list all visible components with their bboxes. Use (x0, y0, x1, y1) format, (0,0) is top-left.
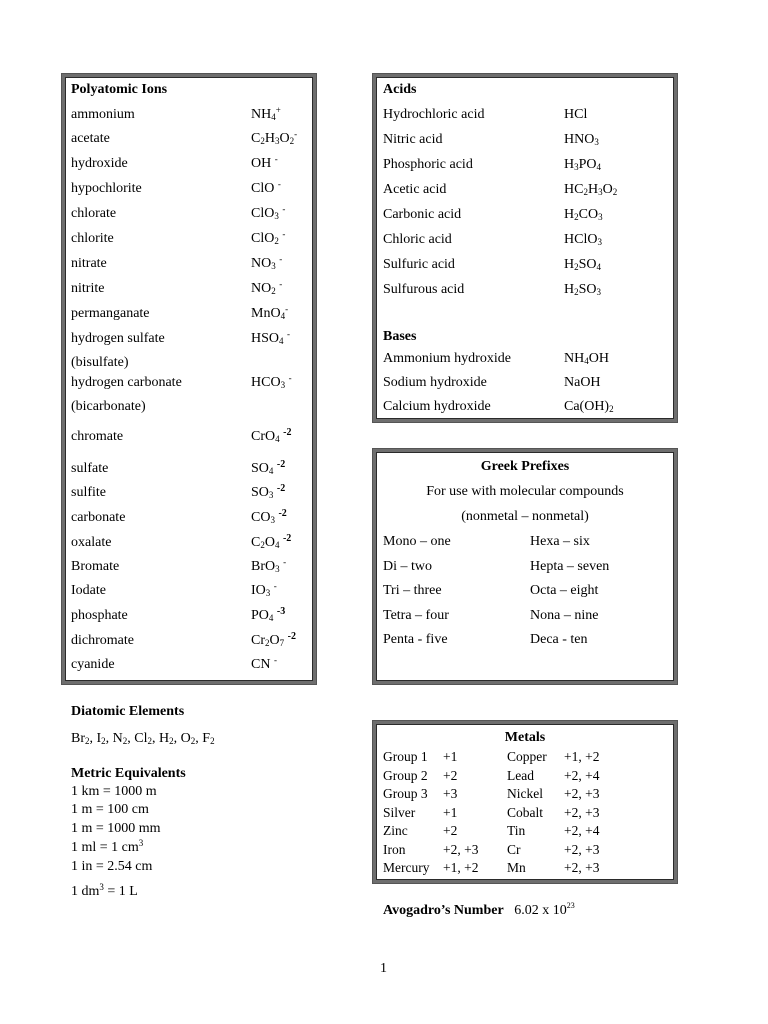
compound-name: Sulfuric acid (383, 257, 455, 272)
formula-text: , F (195, 731, 211, 746)
greek-prefix: Hexa – six (530, 534, 590, 549)
diatomic-formula (71, 731, 215, 747)
metric-equivalent (71, 802, 149, 818)
compound-formula (251, 153, 278, 175)
metric-text: = 1 L (103, 884, 138, 899)
compound-formula (251, 654, 277, 676)
formula-text: O (279, 131, 290, 146)
metal-charges: +1, +2 (564, 749, 600, 764)
acid-row (373, 154, 677, 176)
greek-prefix: Deca - ten (530, 632, 588, 647)
compound-formula (564, 279, 601, 301)
metal-charges: +1, +2 (443, 860, 479, 875)
subscript: 4 (596, 162, 602, 172)
greek-prefix: Penta - five (383, 632, 448, 647)
compound-name: cyanide (71, 657, 115, 672)
polyatomic-ion-row (62, 532, 316, 554)
subscript: 2 (583, 187, 588, 197)
avogadro-label: Avogadro’s Number (383, 903, 504, 918)
formula-text: CN (251, 657, 274, 672)
diatomic-title: Diatomic Elements (71, 704, 185, 719)
subscript: 3 (594, 137, 599, 147)
metal-name: Group 2 (383, 767, 428, 783)
charge: - (285, 304, 289, 314)
compound-formula (251, 178, 281, 200)
compound-name: Phosphoric acid (383, 157, 473, 172)
polyatomic-ion-row (62, 128, 316, 150)
formula-text: HNO (564, 132, 595, 147)
subscript: 4 (271, 112, 276, 122)
formula-text: IO (251, 583, 266, 598)
subscript: 3 (597, 237, 602, 247)
charge: - (282, 204, 286, 214)
formula-text: , Cl (127, 731, 148, 746)
metal-row (373, 822, 677, 840)
greek-prefix-row (373, 580, 677, 602)
formula-text: NO (251, 281, 272, 296)
charge: - (288, 373, 292, 383)
formula-text: ClO (251, 206, 275, 221)
formula-text: H (587, 182, 599, 197)
subscript: 2 (612, 187, 618, 197)
subscript: 3 (265, 588, 271, 598)
subscript: 3 (274, 136, 280, 146)
compound-name: Sodium hydroxide (383, 375, 487, 390)
base-row (373, 396, 677, 418)
metal-charges: +3 (443, 786, 458, 801)
charge: - (273, 655, 277, 665)
acid-row (373, 179, 677, 201)
compound-formula (564, 372, 601, 394)
formula-text: NO (251, 256, 272, 271)
compound-name: chlorate (71, 206, 117, 221)
compound-formula (564, 154, 601, 176)
metal-name: Silver (383, 804, 416, 820)
polyatomic-ion-row (62, 426, 316, 448)
metric-text: 1 m = 1000 mm (71, 821, 161, 836)
charge: - (273, 581, 277, 591)
metric-equivalent (71, 840, 143, 856)
compound-formula (251, 458, 285, 480)
compound-name: Iodate (71, 583, 106, 598)
subscript: 4 (280, 311, 286, 321)
compound-name: hypochlorite (71, 181, 142, 196)
metals-table (372, 720, 678, 884)
acids-title: Acids (383, 82, 417, 97)
acid-row (373, 104, 677, 126)
greek-prefixes-title: Greek Prefixes (480, 459, 570, 474)
formula-text: , H (152, 731, 170, 746)
subscript: 2 (101, 736, 106, 746)
compound-name: chlorite (71, 231, 114, 246)
compound-formula (251, 482, 285, 504)
compound-formula (251, 278, 282, 300)
metal-charges: +2, +3 (564, 841, 600, 857)
compound-formula (251, 507, 287, 529)
compound-name: nitrite (71, 281, 105, 296)
compound-name: hydrogen carbonate (71, 375, 182, 390)
compound-formula (251, 128, 297, 150)
compound-formula (564, 204, 603, 226)
compound-formula (251, 328, 290, 350)
metal-name: Tin (507, 823, 526, 838)
greek-prefix: Tetra – four (383, 607, 449, 623)
formula-text: O (264, 535, 275, 550)
subscript: 2 (122, 736, 128, 746)
formula-text: PO (578, 157, 597, 172)
subscript: 2 (574, 262, 579, 272)
compound-formula (251, 426, 291, 448)
formula-text: H (564, 282, 575, 297)
compound-formula (564, 348, 609, 370)
compound-formula (251, 605, 285, 627)
greek-prefix: Nona – nine (530, 607, 599, 623)
subscript: 3 (271, 261, 276, 271)
metal-charges: +2 (443, 767, 458, 783)
formula-text: H (264, 131, 275, 146)
charge: - (279, 279, 283, 289)
subscript: 4 (268, 466, 274, 476)
charge: - (287, 329, 291, 339)
polyatomic-ion-row (62, 328, 316, 350)
compound-name: phosphate (71, 608, 128, 623)
page-number: 1 (380, 961, 387, 976)
compound-formula (564, 179, 617, 201)
formula-text: SO (578, 282, 597, 297)
polyatomic-ions-table (61, 73, 317, 685)
greek-prefix: Tri – three (383, 583, 442, 598)
polyatomic-ion-row (62, 654, 316, 676)
exponent: 3 (99, 882, 104, 892)
metal-name: Zinc (383, 823, 408, 838)
subscript: 4 (596, 262, 602, 272)
greek-prefix: Octa – eight (530, 583, 599, 598)
metal-row (373, 785, 677, 803)
acid-row (373, 254, 677, 276)
base-row (373, 348, 677, 370)
metal-charges: +2, +3 (564, 860, 600, 875)
formula-text: HCl (564, 107, 588, 122)
compound-name: Nitric acid (383, 132, 443, 147)
metric-text: 1 m = 100 cm (71, 802, 149, 817)
metals-title: Metals (504, 730, 546, 745)
greek-prefix: Mono – one (383, 534, 451, 549)
formula-text: BrO (251, 559, 276, 574)
acid-row (373, 279, 677, 301)
subscript: 2 (574, 287, 579, 297)
subscript: 4 (279, 336, 284, 346)
formula-text: H (564, 257, 575, 272)
compound-formula (564, 129, 599, 151)
charge: - (279, 254, 283, 264)
subscript: 3 (598, 187, 603, 197)
formula-text: C (251, 131, 261, 146)
compound-name: (bisulfate) (71, 355, 129, 370)
compound-name: chromate (71, 429, 124, 444)
compound-formula (251, 303, 288, 325)
metal-name: Cr (507, 841, 521, 857)
base-row (373, 372, 677, 394)
formula-text: C (251, 535, 261, 550)
avogadro-value: 6.02 x 10 (514, 903, 567, 918)
compound-formula (251, 532, 291, 554)
metal-name: Lead (507, 767, 534, 783)
formula-text: O (602, 182, 613, 197)
compound-name: acetate (71, 131, 110, 146)
charge: - (277, 179, 281, 189)
greek-prefix: Di – two (383, 558, 432, 574)
polyatomic-ion-row (62, 372, 316, 394)
charge: - (282, 229, 286, 239)
metal-name: Mn (507, 860, 526, 875)
metal-name: Cobalt (507, 804, 543, 820)
acids-bases-table (372, 73, 678, 423)
charge: -2 (276, 459, 286, 470)
subscript: 4 (275, 434, 280, 444)
metal-row (373, 767, 677, 785)
avogadro-exponent: 23 (566, 901, 575, 910)
compound-formula (251, 580, 277, 602)
compound-formula (251, 630, 296, 652)
formula-text: , N (105, 731, 123, 746)
subscript: 2 (271, 286, 276, 296)
compound-formula (564, 104, 587, 126)
charge: - (274, 154, 278, 164)
polyatomic-ion-row (62, 278, 316, 300)
formula-text: OH (251, 156, 275, 171)
compound-name: Calcium hydroxide (383, 399, 491, 414)
subscript: 4 (274, 540, 280, 550)
subscript: 2 (265, 638, 270, 648)
subscript: 3 (275, 564, 280, 574)
metric-title: Metric Equivalents (71, 766, 186, 781)
compound-formula (564, 254, 601, 276)
compound-formula (251, 228, 285, 250)
formula-text: O (269, 633, 280, 648)
greek-prefix-row (373, 629, 677, 651)
subscript: 2 (574, 212, 579, 222)
greek-prefix: Hepta – seven (530, 558, 610, 574)
metal-name: Group 1 (383, 749, 428, 764)
subscript: 4 (584, 356, 589, 366)
compound-name: Chloric acid (383, 232, 452, 247)
formula-text: PO (251, 608, 269, 623)
subscript: 2 (289, 136, 295, 146)
formula-text: HClO (564, 232, 598, 247)
subscript: 3 (598, 212, 603, 222)
formula-text: SO (251, 485, 269, 500)
compound-name: oxalate (71, 535, 112, 550)
metric-equivalent (71, 821, 161, 837)
compound-name: Bromate (71, 559, 120, 574)
subscript: 4 (268, 613, 274, 623)
compound-name: Carbonic acid (383, 207, 462, 222)
formula-text: ClO (251, 231, 275, 246)
subscript: 2 (169, 736, 174, 746)
metric-text: 1 km = 1000 m (71, 784, 157, 799)
compound-name: hydrogen sulfate (71, 331, 165, 346)
subscript: 2 (210, 736, 215, 746)
metal-charges: +2, +3 (443, 841, 479, 857)
metal-name: Group 3 (383, 786, 428, 801)
metal-charges: +2, +4 (564, 823, 600, 838)
compound-formula (251, 253, 282, 275)
polyatomic-ion-row (62, 507, 316, 529)
subscript: 2 (190, 736, 196, 746)
subscript: 7 (279, 638, 285, 648)
polyatomic-ion-row (62, 203, 316, 225)
formula-text: SO (578, 257, 597, 272)
formula-text: , O (173, 731, 191, 746)
subscript: 2 (260, 136, 265, 146)
compound-name: ammonium (71, 107, 135, 122)
formula-text: CO (578, 207, 599, 222)
charge: -3 (276, 606, 286, 617)
formula-text: NH (564, 351, 585, 366)
compound-name: Sulfurous acid (383, 282, 465, 297)
polyatomic-ion-row (62, 630, 316, 652)
compound-formula (564, 396, 614, 418)
metal-charges: +1 (443, 804, 458, 820)
formula-text: Br (71, 731, 85, 746)
metal-charges: +2, +3 (564, 804, 600, 820)
formula-text: SO (251, 461, 269, 476)
compound-name: hydroxide (71, 156, 128, 171)
compound-formula (251, 556, 286, 578)
subscript: 2 (260, 540, 265, 550)
formula-text: Cr (251, 633, 265, 648)
charge: - (294, 129, 298, 139)
greek-prefixes-note: (nonmetal – nonmetal) (461, 509, 589, 524)
metal-name: Mercury (383, 860, 430, 875)
bases-title: Bases (383, 329, 417, 344)
greek-prefix-row (373, 556, 677, 578)
charge: -2 (282, 533, 292, 544)
compound-name: Hydrochloric acid (383, 107, 485, 122)
metal-charges: +2 (443, 823, 458, 838)
metal-name: Iron (383, 841, 406, 857)
subscript: 3 (574, 162, 579, 172)
formula-text: MnO (251, 306, 281, 321)
metal-charges: +2, +3 (564, 786, 600, 801)
polyatomic-ion-row (62, 482, 316, 504)
formula-text: H (564, 207, 575, 222)
charge: -2 (287, 631, 296, 642)
metric-text: 1 in = 2.54 cm (71, 859, 153, 874)
greek-prefixes-subtitle: For use with molecular compounds (426, 484, 624, 499)
acid-row (373, 204, 677, 226)
metal-row (373, 804, 677, 822)
formula-text: CrO (251, 429, 276, 444)
metric-equivalent (71, 884, 138, 900)
subscript: 3 (596, 287, 602, 297)
charge: -2 (276, 483, 286, 494)
charge: -2 (278, 508, 287, 519)
compound-name: nitrate (71, 256, 107, 271)
polyatomic-ion-row (62, 253, 316, 275)
compound-name: sulfate (71, 461, 109, 476)
compound-name: Acetic acid (383, 182, 447, 197)
polyatomic-ion-row (62, 104, 316, 126)
formula-text: HSO (251, 331, 280, 346)
formula-text: , I (89, 731, 102, 746)
compound-name: (bicarbonate) (71, 399, 146, 414)
greek-prefixes-table (372, 448, 678, 685)
metric-text: 1 ml = 1 cm (71, 840, 139, 855)
charge: + (275, 105, 281, 115)
polyatomic-ions-title: Polyatomic Ions (71, 82, 168, 97)
metric-equivalent (71, 859, 152, 875)
subscript: 3 (268, 490, 274, 500)
polyatomic-ion-name-continued (62, 396, 316, 418)
metal-charges: +1 (443, 749, 458, 764)
metal-row (373, 841, 677, 859)
greek-prefix-row (373, 605, 677, 627)
polyatomic-ion-row (62, 228, 316, 250)
charge: - (283, 557, 287, 567)
polyatomic-ion-row (62, 580, 316, 602)
formula-text: CO (251, 510, 271, 525)
charge: -2 (283, 427, 292, 438)
compound-formula (251, 203, 285, 225)
metal-charges: +2, +4 (564, 767, 600, 783)
compound-name: carbonate (71, 510, 126, 525)
metal-name: Copper (507, 749, 547, 764)
metric-text: 1 dm (71, 884, 100, 899)
compound-name: permanganate (71, 306, 150, 321)
formula-text: NH (251, 107, 272, 122)
formula-text: NaOH (564, 375, 601, 390)
compound-name: Ammonium hydroxide (383, 351, 511, 366)
polyatomic-ion-row (62, 153, 316, 175)
subscript: 2 (85, 736, 90, 746)
polyatomic-ion-row (62, 605, 316, 627)
polyatomic-ion-row (62, 303, 316, 325)
acid-row (373, 229, 677, 251)
compound-name: sulfite (71, 485, 106, 500)
formula-text: HCO (251, 375, 281, 390)
metal-row (373, 748, 677, 766)
formula-text: Ca(OH) (564, 399, 610, 414)
formula-text: H (564, 157, 575, 172)
metal-name: Nickel (507, 786, 543, 801)
subscript: 3 (270, 515, 275, 525)
metric-equivalent (71, 784, 157, 800)
formula-text: ClO (251, 181, 278, 196)
subscript: 2 (609, 404, 614, 414)
greek-prefix-row (373, 531, 677, 553)
polyatomic-ion-row (62, 178, 316, 200)
compound-formula (251, 372, 292, 394)
avogadro-number (383, 903, 575, 919)
acid-row (373, 129, 677, 151)
subscript: 2 (147, 736, 153, 746)
compound-formula (251, 104, 281, 126)
exponent: 3 (138, 838, 144, 848)
subscript: 3 (274, 211, 279, 221)
formula-text: OH (588, 351, 609, 366)
polyatomic-ion-name-continued (62, 352, 316, 374)
polyatomic-ion-row (62, 458, 316, 480)
compound-formula (564, 229, 602, 251)
compound-name: dichromate (71, 633, 134, 648)
formula-text: HC (564, 182, 584, 197)
polyatomic-ion-row (62, 556, 316, 578)
subscript: 2 (274, 236, 279, 246)
metal-row (373, 859, 677, 877)
subscript: 3 (280, 380, 286, 390)
